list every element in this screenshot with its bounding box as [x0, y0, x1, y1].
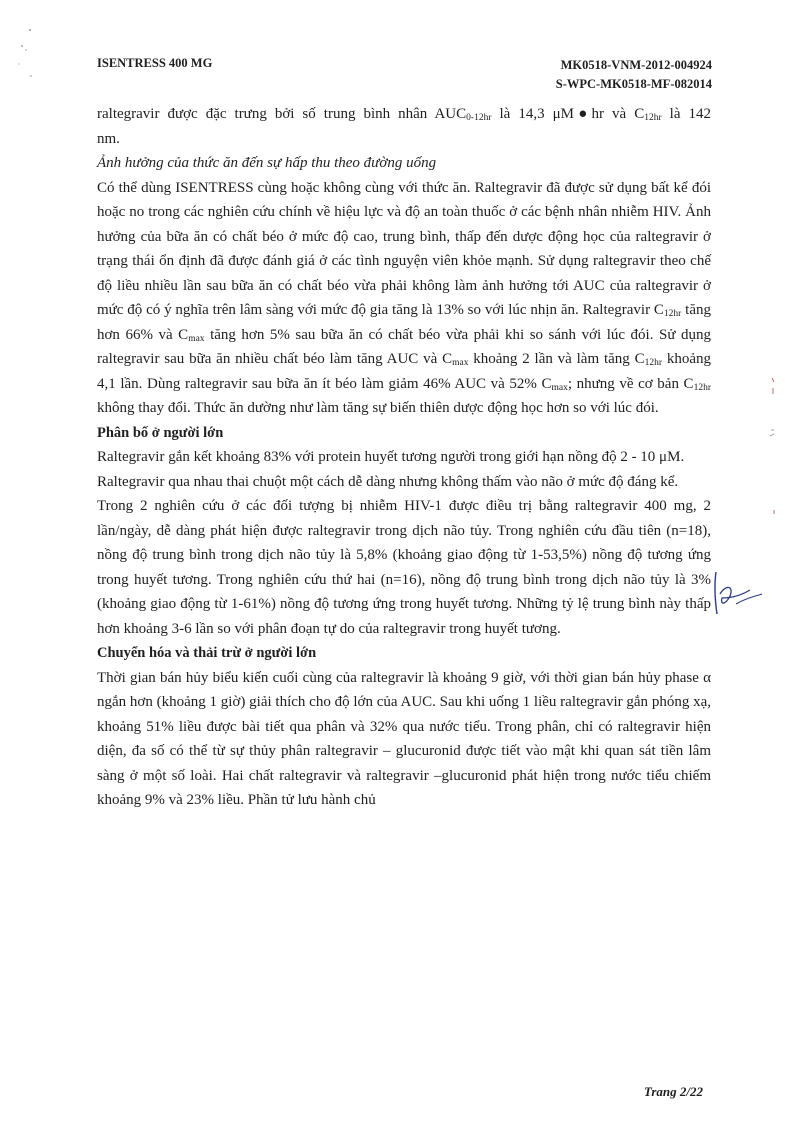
product-name: ISENTRESS 400 MG	[97, 56, 213, 70]
text-segment: khoảng 4,1 lần. Dùng raltegravir sau bữa ăn ít béo làm giảm 46% AUC và 52% C	[97, 351, 711, 392]
subscript: 12hr	[644, 113, 662, 123]
paragraph-auc-line1	[97, 102, 711, 127]
page-content	[97, 102, 711, 813]
food-effect-heading: Ảnh hưởng của thức ăn đến sự hấp thu theo đường uống	[97, 155, 437, 171]
text-segment: là 142	[661, 106, 712, 122]
handwritten-initial-mark	[700, 568, 770, 618]
text-segment: là 14,3 μM●hr và C	[491, 106, 645, 122]
subscript: max	[188, 333, 205, 344]
paragraph-csf: Trong 2 nghiên cứu ở các đối tượng bị nhiễm HIV-1 được điều trị bằng raltegravir 400 mg, 2 lần/ngày, dễ dàng phát hiện được raltegravir trong dịch não tủy. Trong nghiên cứu đầu tiên (n=18), nồng độ trung bình trong dịch não tủy là 5,8% (khoảng giao động từ 1-53,5%) nồng độ tương ứng trong huyết tương. Trong nghiên cứu thứ hai (n=16), nồng độ trung bình trong dịch não tủy là 3% (khoảng giao động từ 1-61%) nồng độ tương ứng trong huyết tương. Những tỷ lệ trung bình này thấp hơn khoảng 3-6 lần so với phân đoạn tự do của raltegravir trong huyết tương.	[97, 498, 711, 637]
distribution-heading: Phân bố ở người lớn	[97, 424, 224, 441]
paragraph-auc-line2: nm.	[97, 130, 120, 147]
subscript: 12hr	[644, 358, 663, 368]
paragraph-auc	[97, 102, 711, 151]
text-segment: ; nhưng về cơ bản C	[567, 375, 694, 392]
paragraph-protein-binding: Raltegravir gắn kết khoảng 83% với protein huyết tương người trong giới hạn nồng độ 2 - 10 μM.	[97, 449, 685, 465]
subscript: 12hr	[663, 309, 682, 319]
scan-speckle-marks	[14, 24, 74, 84]
text-segment: không thay đổi. Thức ăn dường như làm tăng sự biến thiên dược động học hơn so với lúc đói.	[97, 400, 659, 416]
text-segment: khoảng 2 lần và làm tăng C	[468, 351, 645, 367]
text-segment: Có thể dùng ISENTRESS cùng hoặc không cùng với thức ăn. Raltegravir đã được sử dụng bất kể đói hoặc no trong các nghiên cứu chính về hiệu lực và độ an toàn thuốc ở các bệnh nhân nhiễm HIV. Ảnh hưởng của bữa ăn có chất béo ở mức độ cao, trung bình, thấp đến dược động học của raltegravir ở trạng thái ổn định đã được đánh giá ở các tình nguyện viên khỏe mạnh. Sử dụng raltegravir theo chế độ liều nhiều lần sau bữa ăn có chất béo vừa phải không làm ảnh hưởng tới AUC của raltegravir ở mức độ có ý nghĩa trên lâm sàng với mức độ gia tăng là 13% so với lúc nhịn ăn. Raltegravir C	[97, 179, 711, 318]
subscript: max	[551, 382, 568, 393]
subscript: 12hr	[693, 382, 711, 393]
paragraph-food-effect	[97, 176, 711, 421]
text-segment: tăng hơn 66% và C	[97, 302, 711, 343]
subscript: 0-12hr	[466, 113, 492, 123]
subscript: max	[452, 358, 469, 368]
paragraph-placenta: Raltegravir qua nhau thai chuột một cách dễ dàng nhưng không thấm vào não ở mức độ đáng kể.	[97, 473, 679, 490]
page-number: Trang 2/22	[643, 1084, 703, 1099]
metabolism-heading: Chuyển hóa và thải trừ ở người lớn	[97, 645, 317, 661]
document-code-2: S-WPC-MK0518-MF-082014	[555, 77, 712, 91]
paragraph-elimination: Thời gian bán hủy biểu kiến cuối cùng của raltegravir là khoảng 9 giờ, với thời gian bán hủy phase α ngắn hơn (khoảng 1 giờ) giải thích cho độ lớn của AUC. Sau khi uống 1 liều raltegravir gắn phóng xạ, khoảng 51% liều được bài tiết qua phân và 32% qua nước tiểu. Trong phân, chỉ có raltegravir hiện diện, đa số có thể từ sự thủy phân raltegravir – glucuronid được tiết vào mật khi quan sát tiền lâm sàng ở một số loài. Hai chất raltegravir và raltegravir –glucuronid phát hiện trong nước tiểu chiếm khoảng 9% và 23% liều. Phần tử lưu hành chủ	[97, 669, 711, 808]
text-segment: tăng hơn 5% sau bữa ăn có chất béo vừa phải khi so sánh với lúc đói. Sử dụng raltegravir sau bữa ăn nhiều chất béo làm tăng AUC và C	[97, 326, 712, 367]
document-code-1: MK0518-VNM-2012-004924	[560, 58, 712, 72]
text-segment: raltegravir được đặc trưng bởi số trung bình nhân AUC	[97, 106, 467, 122]
margin-scan-marks	[760, 370, 790, 530]
document-codes	[556, 56, 712, 94]
